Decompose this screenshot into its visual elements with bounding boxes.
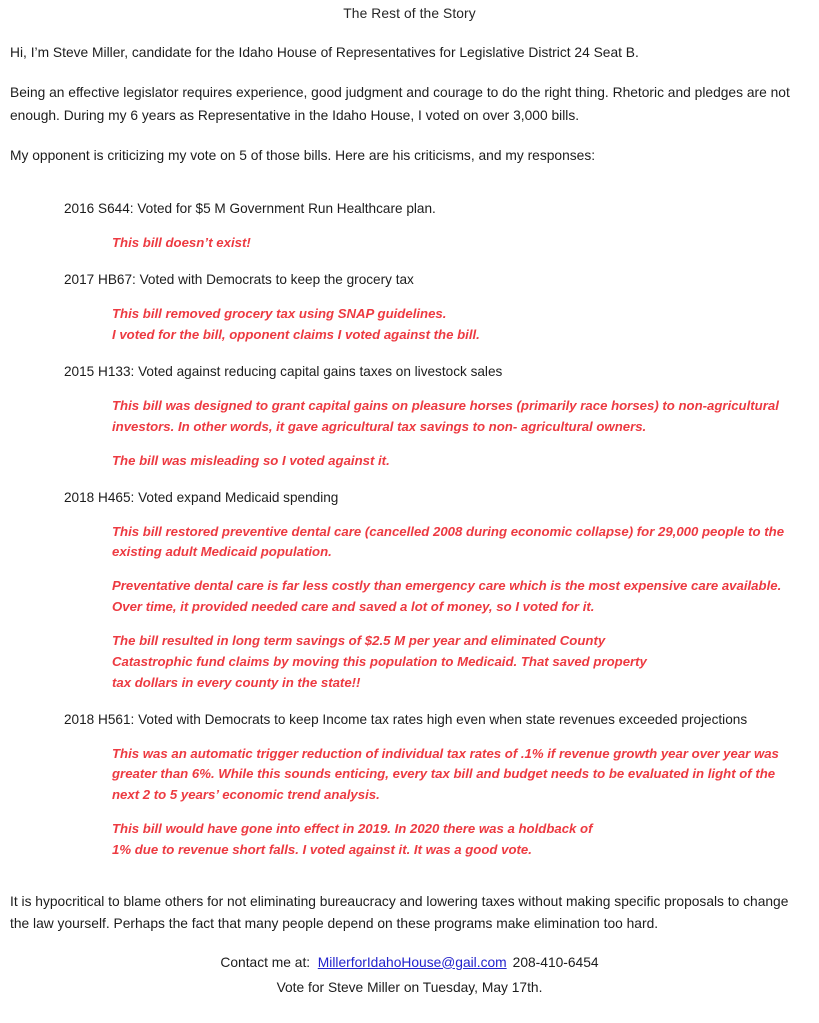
intro-greeting-paragraph: Hi, I’m Steve Miller, candidate for the Idaho House of Representatives for Legislative District 24 Seat B. [10, 45, 639, 60]
bill-response: This bill was designed to grant capital gains on pleasure horses (primarily race horses) to non-agricultural investors. In other words, it gave agricultural tax savings to non- agricultural owners. [112, 398, 779, 434]
intro-opponent-criticism-paragraph: My opponent is criticizing my vote on 5 of those bills. Here are his criticisms, and my responses: [10, 148, 596, 164]
bill-heading: 2015 H133: Voted against reducing capital gains taxes on livestock sales [64, 363, 503, 379]
intro-effective-legislator-paragraph: Being an effective legislator requires experience, good judgment and courage to do the right thing. Rhetoric and pledges are not enough. During my 6 years as Representative in the Idaho House, I voted on over 3,000 bills. [10, 85, 790, 123]
bill-heading: 2018 H465: Voted expand Medicaid spending [64, 489, 339, 505]
bill-response: This was an automatic trigger reduction of individual tax rates of .1% if revenue growth year over year was greater than 6%. While this sounds enticing, every tax bill and budget needs to be evaluated in light of the next 2 to 5 years’ economic trend analysis. [112, 745, 779, 803]
bill-response: The bill was misleading so I voted against it. [112, 452, 390, 468]
response-line: Catastrophic fund claims by moving this population to Medicaid. That saved property [112, 653, 647, 669]
response-line: The bill resulted in long term savings of $2.5 M per year and eliminated County [112, 633, 606, 649]
page-title: The Rest of the Story [343, 6, 476, 21]
bill-response [112, 291, 692, 346]
vote-call-to-action: Vote for Steve Miller on Tuesday, May 17th. [276, 979, 543, 995]
response-line: 1% due to revenue short falls. I voted against it. It was a good vote. [112, 842, 532, 858]
response-line: This bill doesn’t exist! [112, 235, 251, 251]
response-line: This bill removed grocery tax using SNAP guidelines. [112, 306, 447, 322]
contact-line [0, 936, 819, 973]
bill-block [0, 346, 819, 472]
bill-block [0, 472, 819, 694]
contact-label: Contact me at: [220, 954, 318, 970]
bill-heading: 2018 H561: Voted with Democrats to keep Income tax rates high even when state revenues exceeded projections [64, 711, 748, 727]
bill-response [112, 220, 692, 254]
bill-response: This bill restored preventive dental care (cancelled 2008 during economic collapse) for 29,000 people to the existing adult Medicaid population. [112, 523, 785, 560]
bill-block [0, 694, 819, 861]
response-line: tax dollars in every county in the state!! [112, 674, 361, 690]
bill-heading: 2017 HB67: Voted with Democrats to keep the grocery tax [64, 272, 414, 288]
bill-heading: 2016 S644: Voted for $5 M Government Run Healthcare plan. [64, 201, 436, 217]
bill-response [112, 806, 801, 861]
bill-block [0, 254, 819, 346]
response-line: This bill would have gone into effect in 2019. In 2020 there was a holdback of [112, 821, 593, 837]
contact-email-link[interactable]: MillerforIdahoHouse@gail.com [317, 954, 507, 970]
bill-response [112, 618, 801, 694]
response-line: I voted for the bill, opponent claims I voted against the bill. [112, 327, 480, 343]
bill-block [0, 183, 819, 254]
bill-response: Preventative dental care is far less costly than emergency care which is the most expensive care available. Over time, it provided needed care and saved a lot of money, so I voted for it. [112, 578, 782, 615]
contact-phone: 208-410-6454 [512, 954, 599, 970]
closing-paragraph: It is hypocritical to blame others for not eliminating bureaucracy and lowering taxes without making specific proposals to change the law yourself. Perhaps the fact that many people depend on these programs make elimination too hard. [10, 893, 789, 932]
bill-list [0, 183, 819, 861]
